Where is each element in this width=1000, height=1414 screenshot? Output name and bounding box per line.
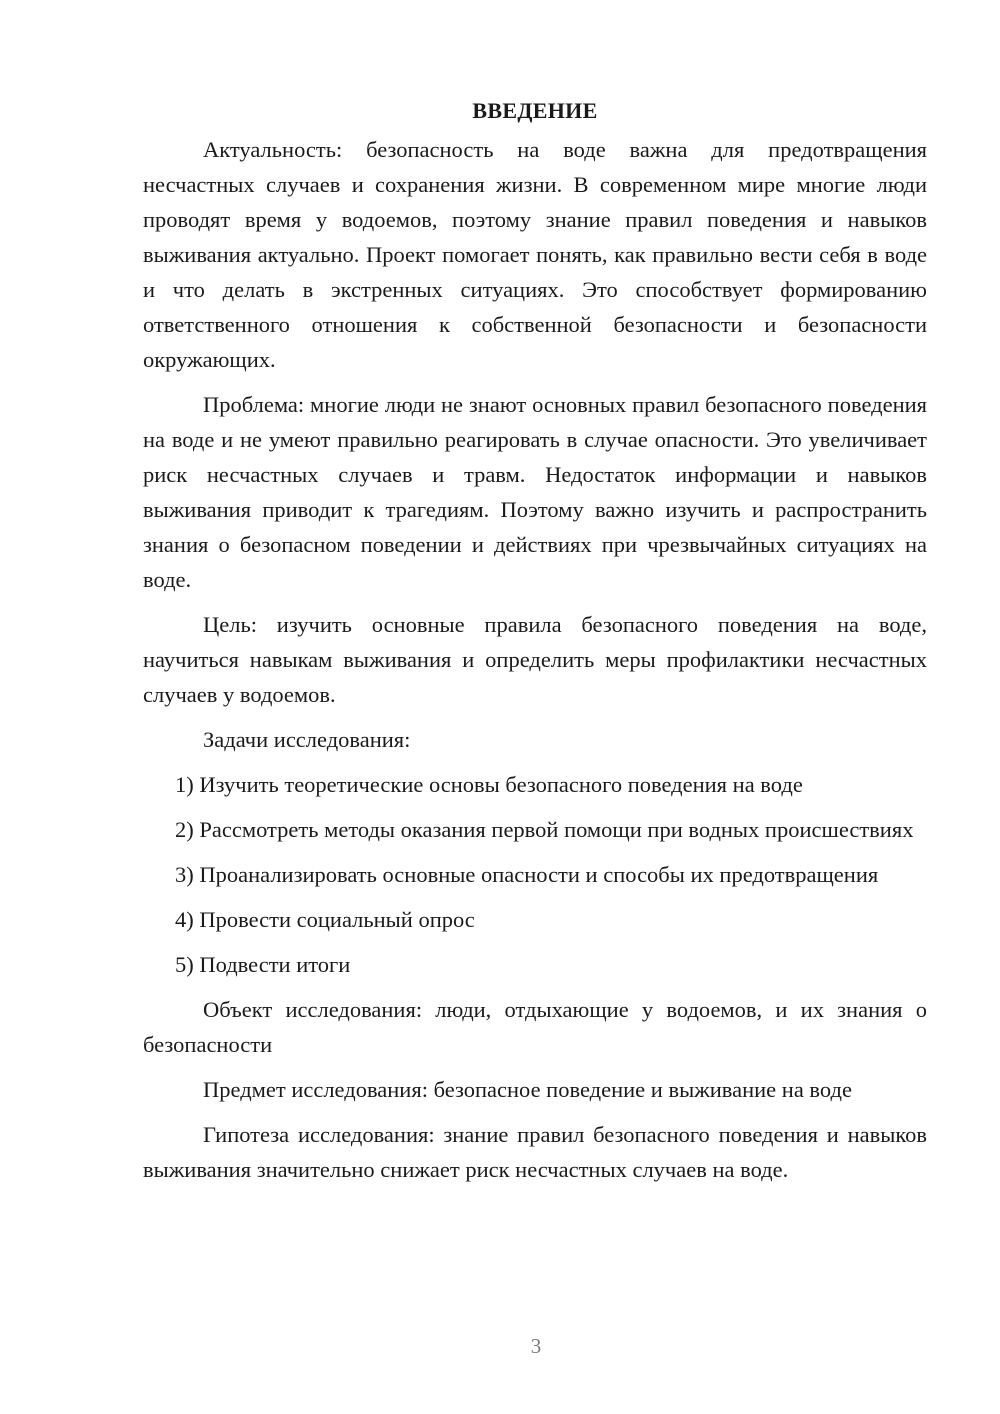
task-item-3: 3) Проанализировать основные опасности и способы их предотвращения xyxy=(175,862,879,887)
research-subject: Предмет исследования: безопасное поведение и выживание на воде xyxy=(203,1077,852,1102)
task-item-5: 5) Подвести итоги xyxy=(175,952,351,977)
research-hypothesis: Гипотеза исследования: знание правил безопасного поведения и навыков выживания значительно снижает риск несчастных случаев на воде. xyxy=(143,1122,927,1182)
page-content xyxy=(143,96,927,1197)
task-item-1: 1) Изучить теоретические основы безопасного поведения на воде xyxy=(175,772,803,797)
research-object: Объект исследования: люди, отдыхающие у водоемов, и их знания о безопасности xyxy=(143,997,927,1057)
paragraph-relevance: Актуальность: безопасность на воде важна для предотвращения несчастных случаев и сохранения жизни. В современном мире многие люди проводят время у водоемов, поэтому знание правил поведения и навыков выживания актуально. Проект помогает понять, как правильно вести себя в воде и что делать в экстренных ситуациях. Это способствует формированию ответственного отношения к собственной безопасности и безопасности окружающих. xyxy=(143,137,927,372)
page-number: 3 xyxy=(530,1334,542,1358)
tasks-heading: Задачи исследования: xyxy=(203,727,411,752)
task-item-4: 4) Провести социальный опрос xyxy=(175,907,475,932)
paragraph-goal: Цель: изучить основные правила безопасного поведения на воде, научиться навыкам выживания и определить меры профилактики несчастных случаев у водоемов. xyxy=(143,612,927,707)
task-item-2: 2) Рассмотреть методы оказания первой помощи при водных происшествиях xyxy=(175,817,914,842)
paragraph-problem: Проблема: многие люди не знают основных правил безопасного поведения на воде и не умеют правильно реагировать в случае опасности. Это увеличивает риск несчастных случаев и травм. Недостаток информации и навыков выживания приводит к трагедиям. Поэтому важно изучить и распространить знания о безопасном поведении и действиях при чрезвычайных ситуациях на воде. xyxy=(143,392,927,592)
section-title: ВВЕДЕНИЕ xyxy=(472,98,598,123)
